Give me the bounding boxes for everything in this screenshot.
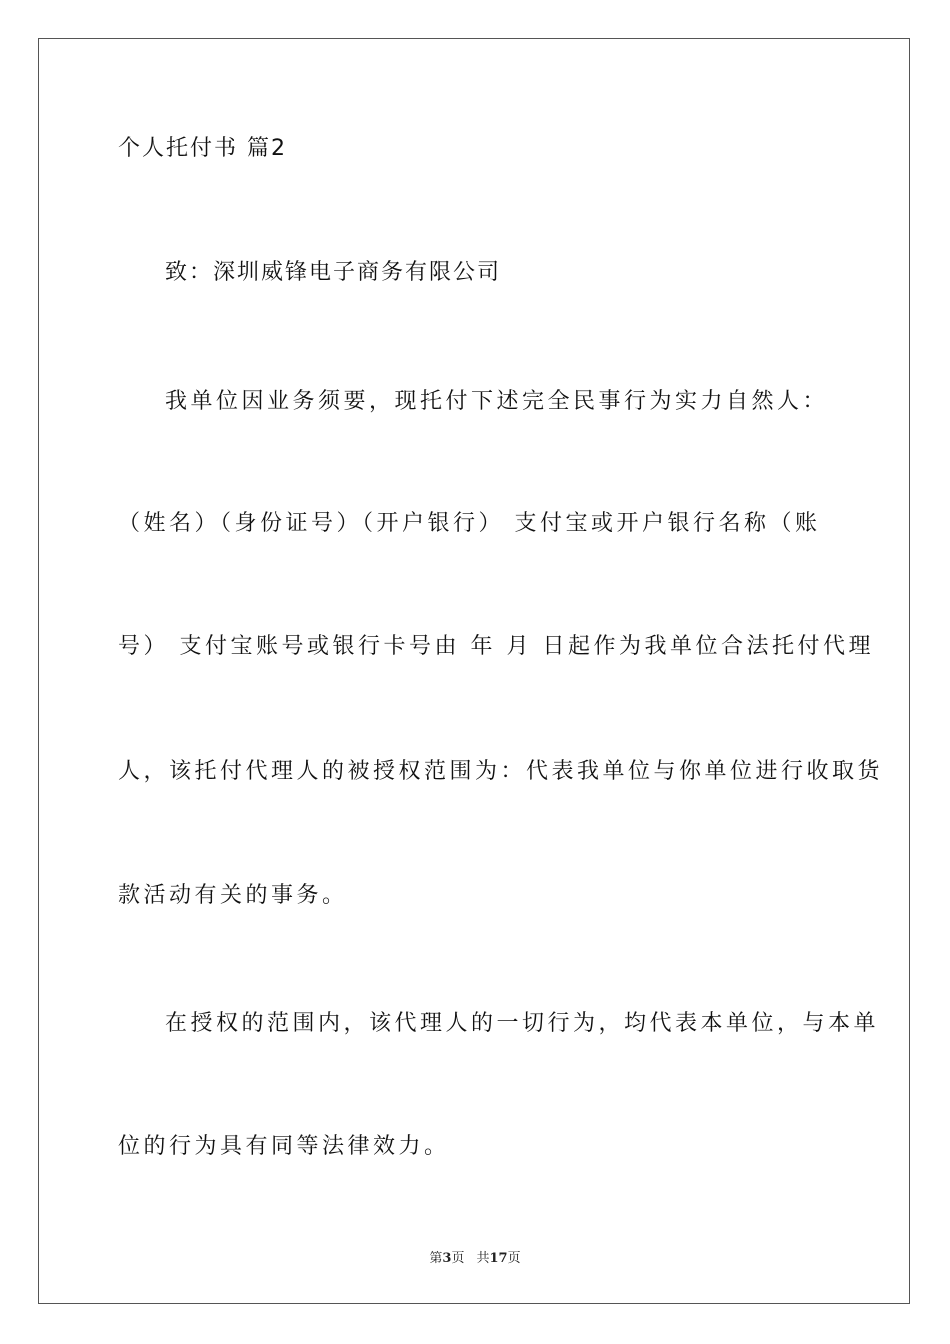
footer-total-suffix: 页	[507, 1251, 521, 1266]
body-line-1: 我单位因业务须要，现托付下述完全民事行为实力自然人：	[165, 389, 829, 414]
footer-total-prefix: 共	[476, 1251, 490, 1266]
footer-page-suffix: 页	[451, 1251, 465, 1266]
body-line-4: 人，该托付代理人的被授权范围为：代表我单位与你单位进行收取货	[118, 759, 884, 784]
section-title: 个人托付书 篇2	[118, 136, 287, 161]
page-border	[38, 38, 910, 1304]
body-line-2: （姓名）（身份证号）（开户银行） 支付宝或开户银行名称（账	[118, 511, 821, 536]
footer-total-pages: 17	[489, 1251, 508, 1266]
addressee-line: 致：深圳威锋电子商务有限公司	[165, 260, 502, 285]
footer-prefix: 第	[429, 1251, 443, 1266]
page-footer	[0, 1247, 950, 1266]
footer-current-page: 3	[442, 1251, 452, 1266]
body-line-7: 位的行为具有同等法律效力。	[118, 1134, 450, 1159]
body-line-3: 号） 支付宝账号或银行卡号由 年 月 日起作为我单位合法托付代理	[118, 634, 874, 659]
body-line-5: 款活动有关的事务。	[118, 883, 348, 908]
body-line-6: 在授权的范围内，该代理人的一切行为，均代表本单位，与本单	[165, 1011, 880, 1036]
